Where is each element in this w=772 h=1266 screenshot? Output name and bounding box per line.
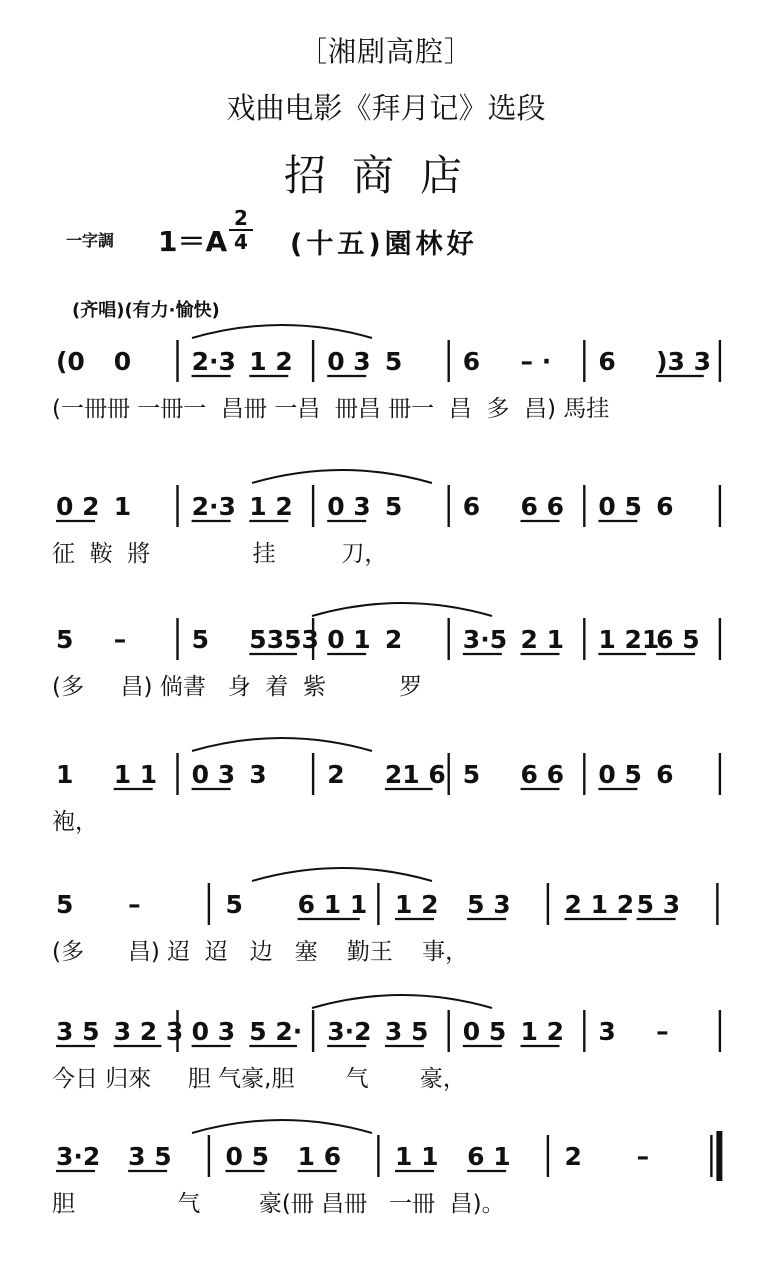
slur: [192, 738, 372, 751]
note-group: 5 3: [467, 890, 511, 919]
note-group: 2 1: [520, 625, 565, 654]
tempo-marking: (齐唱)(有力·愉快): [72, 300, 220, 321]
note-group: 1: [113, 492, 132, 521]
note-group: 3·2: [56, 1142, 101, 1171]
note-group: 1 2: [520, 1017, 565, 1046]
note-group: 2·3: [191, 347, 236, 376]
note-group: 5: [191, 625, 210, 654]
note-group: 1 21: [598, 625, 660, 654]
note-group: 2: [327, 760, 345, 789]
note-group: 0: [113, 347, 132, 376]
note-group: –: [636, 1142, 650, 1171]
note-group: 6: [462, 492, 481, 521]
meter-top: 2: [234, 206, 248, 230]
note-group: 5: [56, 890, 74, 919]
note-group: 5: [225, 890, 243, 919]
lyrics-line: (多 昌) 迢 迢 边 塞 勤王 事，: [52, 939, 469, 965]
note-group: 2: [384, 625, 403, 654]
note-group: 1 2: [249, 347, 293, 376]
note-group: 6: [656, 492, 674, 521]
note-group: 3·5: [462, 625, 508, 654]
note-group: 0 5: [598, 492, 642, 521]
note-group: 1 6: [297, 1142, 342, 1171]
note-group: 5: [462, 760, 481, 789]
note-group: 0 3: [191, 760, 236, 789]
note-group: 0 3: [191, 1017, 236, 1046]
note-group: 6 6: [520, 492, 565, 521]
note-group: –: [113, 625, 127, 654]
note-group: 6: [598, 347, 616, 376]
note-group: 1 2: [249, 492, 293, 521]
slur: [252, 470, 432, 483]
slur: [192, 1120, 372, 1133]
note-group: 0 5: [225, 1142, 269, 1171]
page-title: 招商店: [283, 151, 488, 200]
note-group: 1 2: [395, 890, 439, 919]
note-group: 5: [384, 492, 403, 521]
note-group: 5 2·: [249, 1017, 303, 1046]
slur: [192, 325, 372, 338]
note-group: 2·3: [191, 492, 236, 521]
key-label: 1＝A: [158, 225, 228, 258]
meter-bottom: 4: [234, 230, 248, 254]
note-group: 6: [656, 760, 674, 789]
note-group: – ·: [520, 347, 552, 376]
lyrics-line: (多 昌) 倘書 身 着 紫 罗: [52, 674, 423, 700]
note-group: (0: [56, 347, 85, 376]
note-group: 1 1: [395, 1142, 439, 1171]
lyrics-line: 今日 归來 胆 气豪,胆 气 豪，: [52, 1066, 466, 1092]
note-group: 3 5: [128, 1142, 172, 1171]
lyrics-line: (一冊冊 一冊一 昌冊 一昌 冊昌 冊一 昌 多 昌) 馬挂: [52, 396, 610, 422]
note-group: 21 6: [384, 760, 446, 789]
genre-label: ［湘剧高腔］: [298, 35, 473, 68]
lyrics-line: 袍，: [52, 809, 98, 835]
note-group: 5: [384, 347, 403, 376]
note-group: )3 3: [656, 347, 712, 376]
note-group: 6 5: [656, 625, 700, 654]
note-group: 1: [56, 760, 74, 789]
note-group: 3·2: [327, 1017, 372, 1046]
mode-label: 一字調: [66, 231, 115, 250]
note-group: 5 3: [636, 890, 681, 919]
note-group: 3 2 3: [113, 1017, 184, 1046]
note-group: 0 2: [56, 492, 100, 521]
note-group: 6 1 1: [297, 890, 368, 919]
slur: [312, 603, 492, 616]
note-group: 2: [564, 1142, 582, 1171]
lyrics-line: 征 鞍 將 挂 刀，: [52, 541, 388, 567]
note-group: 3 5: [384, 1017, 429, 1046]
note-group: –: [128, 890, 141, 919]
note-group: 6: [462, 347, 481, 376]
note-group: –: [656, 1017, 669, 1046]
tune-name: (十五)園林好: [290, 229, 478, 260]
note-group: 2 1 2: [564, 890, 635, 919]
note-group: 0 5: [462, 1017, 507, 1046]
note-group: 3 5: [56, 1017, 100, 1046]
note-group: 3: [598, 1017, 616, 1046]
note-group: 6 6: [520, 760, 565, 789]
note-group: 5: [56, 625, 74, 654]
note-group: 0 1: [327, 625, 371, 654]
slur: [312, 995, 492, 1008]
note-group: 0 5: [598, 760, 642, 789]
note-group: 0 3: [327, 347, 371, 376]
slur: [252, 868, 432, 881]
lyrics-line: 胆 气 豪(冊 昌冊 一冊 昌)。: [52, 1191, 505, 1217]
note-group: 5353: [249, 625, 319, 654]
note-group: 3: [249, 760, 267, 789]
subtitle: 戏曲电影《拜月记》选段: [226, 91, 546, 125]
note-group: 0 3: [327, 492, 371, 521]
note-group: 1 1: [113, 760, 158, 789]
note-group: 6 1: [467, 1142, 511, 1171]
